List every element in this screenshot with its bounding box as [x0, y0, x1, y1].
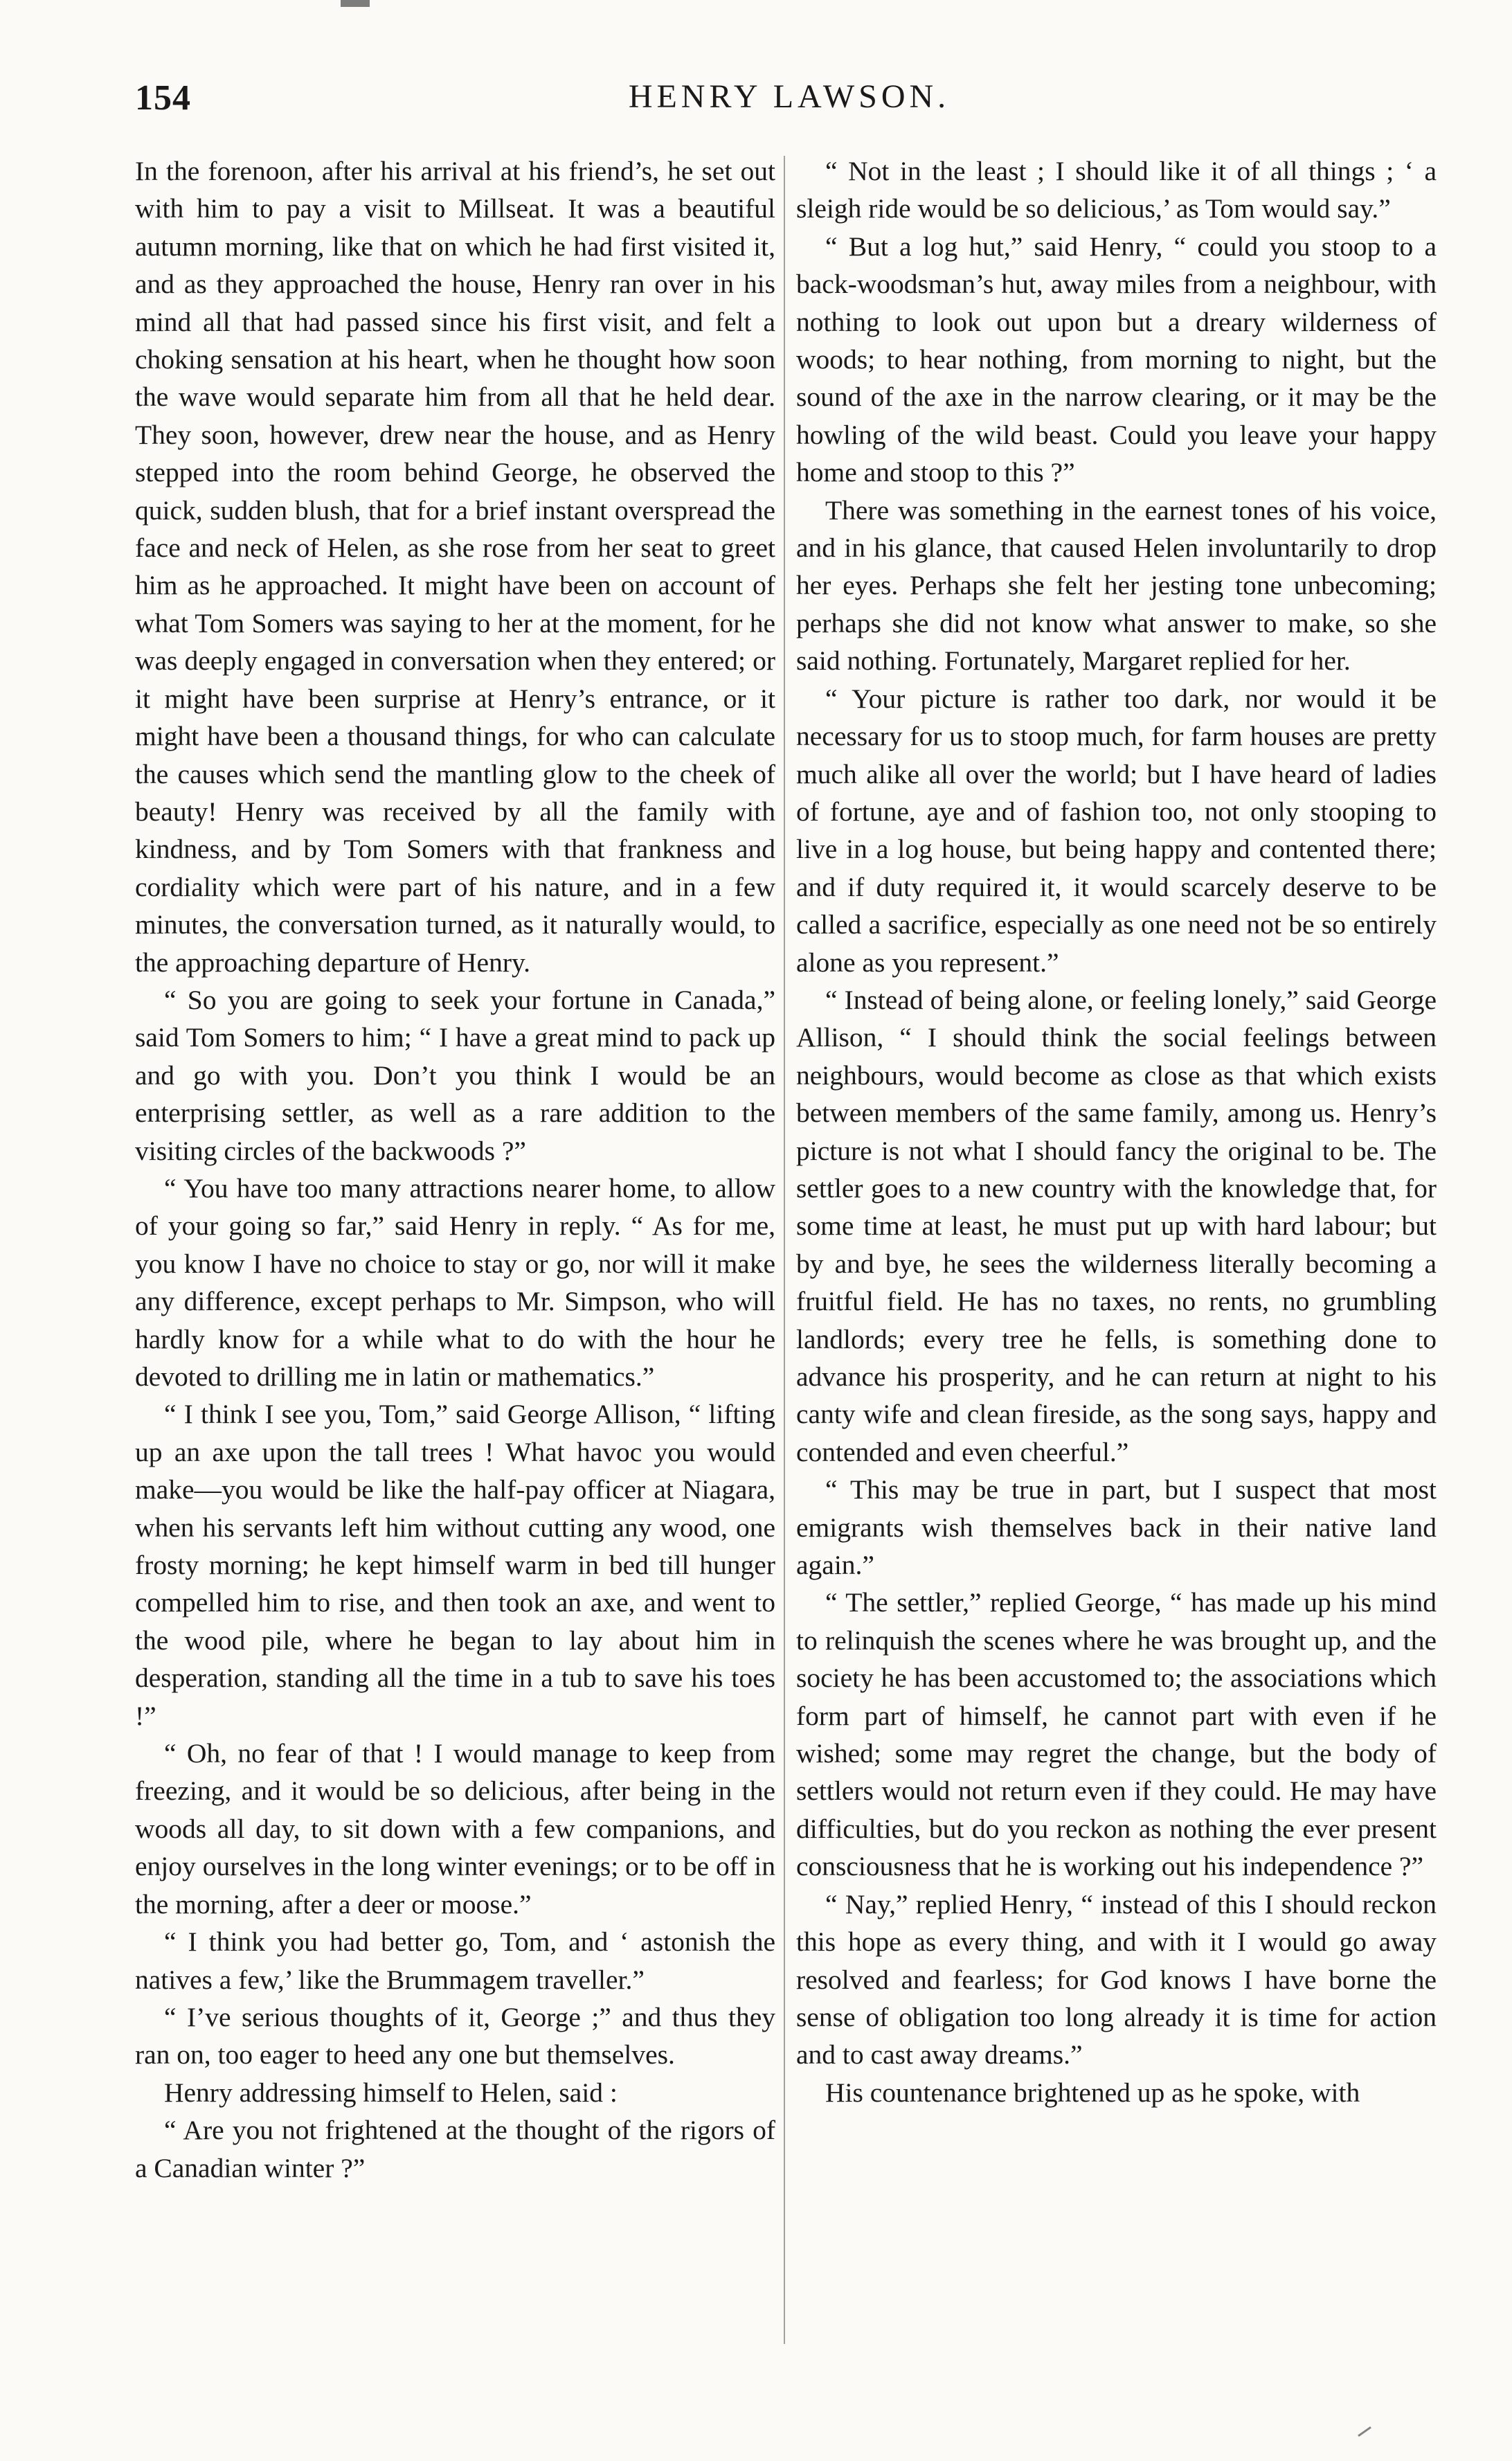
left-column: [135, 152, 775, 2187]
paragraph: “ The settler,” replied George, “ has made up his mind to relinquish the scenes where he was brought up, and the society he has been accustomed to; the associations which form part of himself, he cannot part with even if he wished; some may regret the change, but the body of settlers would not return even if they could. He may have difficulties, but do you reckon as nothing the ever present consciousness that he is working out his independence ?”: [796, 1587, 1437, 1882]
paragraph: “ Nay,” replied Henry, “ instead of this I should reckon this hope as every thing, and with it I would go away resolved and fearless; for God knows I have borne the sense of obligation too long already it is time for action and to cast away dreams.”: [796, 1888, 1437, 2070]
paragraph: Henry addressing himself to Helen, said :: [164, 2077, 618, 2108]
paragraph: “ I think I see you, Tom,” said George Allison, “ lifting up an axe upon the tall trees ! What havoc you would make—you would be like the half-pay officer at Niagara, when his servants left him without cutting any wood, one frosty morning; he kept himself warm in bed till hunger compelled him to rise, and then took an axe, and went to the wood pile, where he began to lay about him in desperation, standing all the time in a tub to save his toes !”: [135, 1399, 775, 1731]
paragraph: “ But a log hut,” said Henry, “ could you stoop to a back-woodsman’s hut, away miles from a neighbour, with nothing to look out upon but a dreary wilderness of woods; to hear nothing, from morning to night, but the sound of the axe in the narrow clearing, or it may be the howling of the wild beast. Could you leave your happy home and stoop to this ?”: [796, 231, 1437, 488]
column-divider: [784, 156, 785, 2344]
page-number: 154: [135, 78, 191, 118]
paragraph: His countenance brightened up as he spoke, with: [825, 2077, 1360, 2108]
paragraph: “ Your picture is rather too dark, nor would it be necessary for us to stoop much, for farm houses are pretty much alike all over the world; but I have heard of ladies of fortune, aye and of fashion too, not only stooping to live in a log house, but being happy and contented there; and if duty required it, it would scarcely deserve to be called a sacrifice, especially as one need not be so entirely alone as you represent.”: [796, 683, 1437, 978]
paragraph: “ I think you had better go, Tom, and ‘ astonish the natives a few,’ like the Brummagem traveller.”: [135, 1926, 775, 1995]
ink-smudge: [341, 0, 370, 7]
running-title: HENRY LAWSON.: [628, 78, 951, 115]
paragraph: “ Oh, no fear of that ! I would manage to keep from freezing, and it would be so delicious, after being in the woods all day, to sit down with a few companions, and enjoy ourselves in the long winter evenings; or to be off in the morning, after a deer or moose.”: [135, 1738, 775, 1919]
margin-mark: [1358, 2426, 1371, 2437]
paragraph: “ I’ve serious thoughts of it, George ;” and thus they ran on, too eager to heed any one but themselves.: [135, 2001, 775, 2070]
paragraph: “ So you are going to seek your fortune in Canada,” said Tom Somers to him; “ I have a great mind to pack up and go with you. Don’t you think I would be an enterprising settler, as well as a rare addition to the visiting circles of the backwoods ?”: [135, 984, 775, 1166]
paragraph: “ Instead of being alone, or feeling lonely,” said George Allison, “ I should think the social feelings between neighbours, would become as close as that which exists between members of the same family, among us. Henry’s picture is not what I should fancy the original to be. The settler goes to a new country with the knowledge that, for some time at least, he must put up with hard labour; but by and bye, he sees the wilderness literally becoming a fruitful field. He has no taxes, no rents, no grumbling landlords; every tree he fells, is something done to advance his prosperity, and he can return at night to his canty wife and clean fireside, as the song says, happy and contended and even cheerful.”: [796, 984, 1437, 1467]
right-column: [796, 152, 1437, 2111]
paragraph: “ You have too many attractions nearer home, to allow of your going so far,” said Henry in reply. “ As for me, you know I have no choice to stay or go, nor will it make any difference, except perhaps to Mr. Simpson, who will hardly know for a while what to do with the hour he devoted to drilling me in latin or mathematics.”: [135, 1172, 775, 1392]
paragraph: In the forenoon, after his arrival at his friend’s, he set out with him to pay a visit to Millseat. It was a beautiful autumn morning, like that on which he had first visited it, and as they approached the house, Henry ran over in his mind all that had passed since his first visit, and felt a choking sensation at his heart, when he thought how soon the wave would separate him from all that he held dear. They soon, however, drew near the house, and as Henry stepped into the room behind George, he observed the quick, sudden blush, that for a brief instant overspread the face and neck of Helen, as she rose from her seat to greet him as he approached. It might have been on account of what Tom Somers was saying to her at the moment, for he was deeply engaged in conversation when they entered; or it might have been surprise at Henry’s entrance, or it might have been a thousand things, for who can calculate the causes which send the mantling glow to the cheek of beauty! Henry was received by all the family with kindness, and by Tom Somers with that frankness and cordiality which were part of his nature, and in a few minutes, the conversation turned, as it naturally would, to the approaching departure of Henry.: [135, 156, 775, 978]
paragraph: “ Are you not frightened at the thought of the rigors of a Canadian winter ?”: [135, 2115, 775, 2183]
paragraph: There was something in the earnest tones of his voice, and in his glance, that caused Helen involuntarily to drop her eyes. Perhaps she felt her jesting tone unbecoming; perhaps she did not know what answer to make, so she said nothing. Fortunately, Margaret replied for her.: [796, 494, 1437, 677]
page-header: [135, 78, 1443, 154]
paragraph: “ This may be true in part, but I suspect that most emigrants wish themselves back in their native land again.”: [796, 1474, 1437, 1581]
paragraph: “ Not in the least ; I should like it of all things ; ‘ a sleigh ride would be so delicious,’ as Tom would say.”: [796, 156, 1437, 224]
